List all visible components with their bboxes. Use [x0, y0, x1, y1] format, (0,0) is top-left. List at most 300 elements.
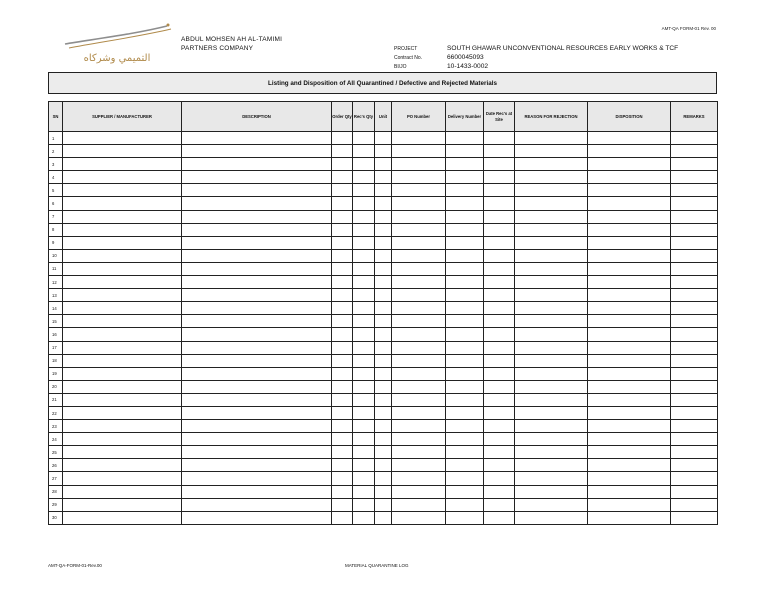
table-cell[interactable]	[375, 472, 392, 485]
table-cell[interactable]	[375, 158, 392, 171]
table-cell[interactable]	[392, 262, 446, 275]
table-cell[interactable]	[375, 184, 392, 197]
table-cell[interactable]	[63, 276, 182, 289]
table-cell[interactable]	[484, 485, 515, 498]
table-cell[interactable]	[63, 223, 182, 236]
table-cell[interactable]	[63, 498, 182, 511]
table-cell[interactable]	[671, 341, 718, 354]
table-cell[interactable]	[446, 158, 484, 171]
table-cell[interactable]	[484, 249, 515, 262]
table-cell[interactable]	[671, 446, 718, 459]
table-cell[interactable]	[671, 406, 718, 419]
table-cell[interactable]	[392, 158, 446, 171]
table-cell[interactable]	[182, 511, 332, 524]
table-cell[interactable]	[588, 393, 671, 406]
table-cell[interactable]	[446, 367, 484, 380]
table-cell[interactable]	[353, 328, 375, 341]
table-cell[interactable]	[182, 262, 332, 275]
table-cell[interactable]	[375, 459, 392, 472]
table-cell[interactable]	[446, 302, 484, 315]
table-cell[interactable]	[392, 380, 446, 393]
table-cell[interactable]	[484, 132, 515, 145]
table-cell[interactable]	[63, 393, 182, 406]
table-cell[interactable]	[392, 472, 446, 485]
table-cell[interactable]	[515, 498, 588, 511]
table-cell[interactable]	[588, 380, 671, 393]
table-cell[interactable]	[182, 420, 332, 433]
table-cell[interactable]	[446, 485, 484, 498]
table-cell[interactable]	[484, 511, 515, 524]
table-cell[interactable]	[375, 171, 392, 184]
table-cell[interactable]	[671, 367, 718, 380]
table-cell[interactable]	[182, 184, 332, 197]
table-cell[interactable]	[182, 433, 332, 446]
table-cell[interactable]	[63, 367, 182, 380]
table-cell[interactable]	[588, 354, 671, 367]
table-cell[interactable]	[332, 171, 353, 184]
table-cell[interactable]	[671, 315, 718, 328]
table-cell[interactable]	[392, 485, 446, 498]
table-cell[interactable]	[353, 341, 375, 354]
table-cell[interactable]	[446, 210, 484, 223]
table-cell[interactable]	[671, 249, 718, 262]
table-cell[interactable]	[446, 145, 484, 158]
table-cell[interactable]	[353, 262, 375, 275]
table-cell[interactable]	[353, 132, 375, 145]
table-cell[interactable]	[353, 472, 375, 485]
table-cell[interactable]	[375, 511, 392, 524]
table-cell[interactable]	[375, 433, 392, 446]
table-cell[interactable]	[332, 158, 353, 171]
table-cell[interactable]	[588, 145, 671, 158]
table-cell[interactable]	[332, 380, 353, 393]
table-cell[interactable]	[332, 328, 353, 341]
table-cell[interactable]	[671, 393, 718, 406]
table-cell[interactable]	[182, 249, 332, 262]
table-cell[interactable]	[515, 406, 588, 419]
table-cell[interactable]	[332, 511, 353, 524]
table-cell[interactable]	[588, 511, 671, 524]
table-cell[interactable]	[446, 406, 484, 419]
table-cell[interactable]	[671, 276, 718, 289]
table-cell[interactable]	[446, 433, 484, 446]
table-cell[interactable]	[182, 236, 332, 249]
table-cell[interactable]	[446, 446, 484, 459]
table-cell[interactable]	[332, 341, 353, 354]
table-cell[interactable]	[588, 223, 671, 236]
table-cell[interactable]	[588, 498, 671, 511]
table-cell[interactable]	[332, 315, 353, 328]
table-cell[interactable]	[353, 485, 375, 498]
table-cell[interactable]	[484, 433, 515, 446]
table-cell[interactable]	[515, 302, 588, 315]
table-cell[interactable]	[375, 485, 392, 498]
table-cell[interactable]	[63, 433, 182, 446]
table-cell[interactable]	[671, 472, 718, 485]
table-cell[interactable]	[63, 184, 182, 197]
table-cell[interactable]	[392, 341, 446, 354]
table-cell[interactable]	[353, 302, 375, 315]
table-cell[interactable]	[484, 276, 515, 289]
table-cell[interactable]	[375, 420, 392, 433]
table-cell[interactable]	[515, 367, 588, 380]
table-cell[interactable]	[392, 249, 446, 262]
table-cell[interactable]	[375, 302, 392, 315]
table-cell[interactable]	[332, 184, 353, 197]
table-cell[interactable]	[375, 262, 392, 275]
table-cell[interactable]	[515, 485, 588, 498]
table-cell[interactable]	[392, 446, 446, 459]
table-cell[interactable]	[588, 171, 671, 184]
table-cell[interactable]	[515, 223, 588, 236]
table-cell[interactable]	[375, 354, 392, 367]
table-cell[interactable]	[392, 197, 446, 210]
table-cell[interactable]	[588, 446, 671, 459]
table-cell[interactable]	[182, 315, 332, 328]
table-cell[interactable]	[515, 354, 588, 367]
table-cell[interactable]	[353, 393, 375, 406]
table-cell[interactable]	[515, 184, 588, 197]
table-cell[interactable]	[63, 171, 182, 184]
table-cell[interactable]	[63, 302, 182, 315]
table-cell[interactable]	[182, 197, 332, 210]
table-cell[interactable]	[375, 341, 392, 354]
table-cell[interactable]	[446, 328, 484, 341]
table-cell[interactable]	[63, 315, 182, 328]
table-cell[interactable]	[392, 132, 446, 145]
table-cell[interactable]	[63, 511, 182, 524]
table-cell[interactable]	[484, 446, 515, 459]
table-cell[interactable]	[446, 315, 484, 328]
table-cell[interactable]	[353, 210, 375, 223]
table-cell[interactable]	[392, 328, 446, 341]
table-cell[interactable]	[63, 197, 182, 210]
table-cell[interactable]	[588, 367, 671, 380]
table-cell[interactable]	[182, 276, 332, 289]
table-cell[interactable]	[182, 472, 332, 485]
table-cell[interactable]	[392, 406, 446, 419]
table-cell[interactable]	[515, 249, 588, 262]
table-cell[interactable]	[375, 197, 392, 210]
table-cell[interactable]	[446, 341, 484, 354]
table-cell[interactable]	[484, 197, 515, 210]
table-cell[interactable]	[671, 210, 718, 223]
table-cell[interactable]	[353, 171, 375, 184]
table-cell[interactable]	[588, 341, 671, 354]
table-cell[interactable]	[63, 485, 182, 498]
table-cell[interactable]	[515, 171, 588, 184]
table-cell[interactable]	[182, 406, 332, 419]
table-cell[interactable]	[446, 197, 484, 210]
table-cell[interactable]	[588, 276, 671, 289]
table-cell[interactable]	[671, 459, 718, 472]
table-cell[interactable]	[375, 249, 392, 262]
table-cell[interactable]	[353, 446, 375, 459]
table-cell[interactable]	[63, 145, 182, 158]
table-cell[interactable]	[484, 328, 515, 341]
table-cell[interactable]	[484, 158, 515, 171]
table-cell[interactable]	[392, 498, 446, 511]
table-cell[interactable]	[182, 354, 332, 367]
table-cell[interactable]	[588, 315, 671, 328]
table-cell[interactable]	[588, 158, 671, 171]
table-cell[interactable]	[588, 210, 671, 223]
table-cell[interactable]	[515, 472, 588, 485]
table-cell[interactable]	[671, 236, 718, 249]
table-cell[interactable]	[182, 145, 332, 158]
table-cell[interactable]	[588, 485, 671, 498]
table-cell[interactable]	[484, 223, 515, 236]
table-cell[interactable]	[392, 223, 446, 236]
table-cell[interactable]	[446, 184, 484, 197]
table-cell[interactable]	[392, 459, 446, 472]
table-cell[interactable]	[182, 459, 332, 472]
table-cell[interactable]	[588, 197, 671, 210]
table-cell[interactable]	[515, 132, 588, 145]
table-cell[interactable]	[375, 367, 392, 380]
table-cell[interactable]	[182, 446, 332, 459]
table-cell[interactable]	[484, 315, 515, 328]
table-cell[interactable]	[332, 433, 353, 446]
table-cell[interactable]	[392, 433, 446, 446]
table-cell[interactable]	[332, 302, 353, 315]
table-cell[interactable]	[63, 420, 182, 433]
table-cell[interactable]	[332, 236, 353, 249]
table-cell[interactable]	[484, 210, 515, 223]
table-cell[interactable]	[353, 380, 375, 393]
table-cell[interactable]	[484, 380, 515, 393]
table-cell[interactable]	[484, 262, 515, 275]
table-cell[interactable]	[332, 354, 353, 367]
table-cell[interactable]	[182, 171, 332, 184]
table-cell[interactable]	[375, 380, 392, 393]
table-cell[interactable]	[484, 289, 515, 302]
table-cell[interactable]	[332, 276, 353, 289]
table-cell[interactable]	[588, 472, 671, 485]
table-cell[interactable]	[588, 262, 671, 275]
table-cell[interactable]	[63, 354, 182, 367]
table-cell[interactable]	[332, 289, 353, 302]
table-cell[interactable]	[515, 393, 588, 406]
table-cell[interactable]	[353, 249, 375, 262]
table-cell[interactable]	[515, 276, 588, 289]
table-cell[interactable]	[182, 341, 332, 354]
table-cell[interactable]	[671, 171, 718, 184]
table-cell[interactable]	[353, 236, 375, 249]
table-cell[interactable]	[392, 511, 446, 524]
table-cell[interactable]	[515, 315, 588, 328]
table-cell[interactable]	[588, 236, 671, 249]
table-cell[interactable]	[332, 498, 353, 511]
table-cell[interactable]	[484, 341, 515, 354]
table-cell[interactable]	[375, 236, 392, 249]
table-cell[interactable]	[671, 289, 718, 302]
table-cell[interactable]	[588, 328, 671, 341]
table-cell[interactable]	[515, 236, 588, 249]
table-cell[interactable]	[392, 315, 446, 328]
table-cell[interactable]	[515, 197, 588, 210]
table-cell[interactable]	[182, 210, 332, 223]
table-cell[interactable]	[332, 367, 353, 380]
table-cell[interactable]	[446, 420, 484, 433]
table-cell[interactable]	[446, 498, 484, 511]
table-cell[interactable]	[446, 511, 484, 524]
table-cell[interactable]	[484, 393, 515, 406]
table-cell[interactable]	[671, 132, 718, 145]
table-cell[interactable]	[671, 223, 718, 236]
table-cell[interactable]	[375, 446, 392, 459]
table-cell[interactable]	[182, 485, 332, 498]
table-cell[interactable]	[484, 302, 515, 315]
table-cell[interactable]	[63, 289, 182, 302]
table-cell[interactable]	[515, 158, 588, 171]
table-cell[interactable]	[63, 158, 182, 171]
table-cell[interactable]	[392, 184, 446, 197]
table-cell[interactable]	[515, 511, 588, 524]
table-cell[interactable]	[182, 302, 332, 315]
table-cell[interactable]	[332, 459, 353, 472]
table-cell[interactable]	[182, 158, 332, 171]
table-cell[interactable]	[515, 380, 588, 393]
table-cell[interactable]	[332, 197, 353, 210]
table-cell[interactable]	[484, 406, 515, 419]
table-cell[interactable]	[671, 433, 718, 446]
table-cell[interactable]	[671, 420, 718, 433]
table-cell[interactable]	[484, 354, 515, 367]
table-cell[interactable]	[353, 197, 375, 210]
table-cell[interactable]	[484, 420, 515, 433]
table-cell[interactable]	[671, 354, 718, 367]
table-cell[interactable]	[588, 433, 671, 446]
table-cell[interactable]	[392, 393, 446, 406]
table-cell[interactable]	[63, 446, 182, 459]
table-cell[interactable]	[671, 145, 718, 158]
table-cell[interactable]	[353, 158, 375, 171]
table-cell[interactable]	[515, 145, 588, 158]
table-cell[interactable]	[671, 262, 718, 275]
table-cell[interactable]	[484, 367, 515, 380]
table-cell[interactable]	[484, 498, 515, 511]
table-cell[interactable]	[375, 145, 392, 158]
table-cell[interactable]	[353, 184, 375, 197]
table-cell[interactable]	[63, 262, 182, 275]
table-cell[interactable]	[515, 459, 588, 472]
table-cell[interactable]	[63, 472, 182, 485]
table-cell[interactable]	[353, 223, 375, 236]
table-cell[interactable]	[484, 171, 515, 184]
table-cell[interactable]	[671, 158, 718, 171]
table-cell[interactable]	[182, 380, 332, 393]
table-cell[interactable]	[392, 171, 446, 184]
table-cell[interactable]	[515, 341, 588, 354]
table-cell[interactable]	[375, 223, 392, 236]
table-cell[interactable]	[353, 433, 375, 446]
table-cell[interactable]	[588, 406, 671, 419]
table-cell[interactable]	[375, 289, 392, 302]
table-cell[interactable]	[392, 354, 446, 367]
table-cell[interactable]	[588, 289, 671, 302]
table-cell[interactable]	[375, 498, 392, 511]
table-cell[interactable]	[392, 210, 446, 223]
table-cell[interactable]	[63, 341, 182, 354]
table-cell[interactable]	[353, 367, 375, 380]
table-cell[interactable]	[392, 289, 446, 302]
table-cell[interactable]	[671, 498, 718, 511]
table-cell[interactable]	[515, 262, 588, 275]
table-cell[interactable]	[671, 511, 718, 524]
table-cell[interactable]	[353, 420, 375, 433]
table-cell[interactable]	[332, 406, 353, 419]
table-cell[interactable]	[446, 289, 484, 302]
table-cell[interactable]	[332, 249, 353, 262]
table-cell[interactable]	[332, 393, 353, 406]
table-cell[interactable]	[353, 315, 375, 328]
table-cell[interactable]	[353, 145, 375, 158]
table-cell[interactable]	[446, 262, 484, 275]
table-cell[interactable]	[332, 420, 353, 433]
table-cell[interactable]	[671, 380, 718, 393]
table-cell[interactable]	[671, 328, 718, 341]
table-cell[interactable]	[671, 197, 718, 210]
table-cell[interactable]	[332, 210, 353, 223]
table-cell[interactable]	[446, 223, 484, 236]
table-cell[interactable]	[392, 236, 446, 249]
table-cell[interactable]	[446, 393, 484, 406]
table-cell[interactable]	[588, 132, 671, 145]
table-cell[interactable]	[182, 289, 332, 302]
table-cell[interactable]	[392, 420, 446, 433]
table-cell[interactable]	[446, 354, 484, 367]
table-cell[interactable]	[353, 289, 375, 302]
table-cell[interactable]	[63, 459, 182, 472]
table-cell[interactable]	[375, 406, 392, 419]
table-cell[interactable]	[515, 289, 588, 302]
table-cell[interactable]	[392, 367, 446, 380]
table-cell[interactable]	[375, 276, 392, 289]
table-cell[interactable]	[63, 380, 182, 393]
table-cell[interactable]	[446, 380, 484, 393]
table-cell[interactable]	[182, 367, 332, 380]
table-cell[interactable]	[63, 406, 182, 419]
table-cell[interactable]	[375, 393, 392, 406]
table-cell[interactable]	[484, 472, 515, 485]
table-cell[interactable]	[332, 446, 353, 459]
table-cell[interactable]	[182, 132, 332, 145]
table-cell[interactable]	[515, 420, 588, 433]
table-cell[interactable]	[392, 276, 446, 289]
table-cell[interactable]	[182, 498, 332, 511]
table-cell[interactable]	[484, 459, 515, 472]
table-cell[interactable]	[446, 249, 484, 262]
table-cell[interactable]	[446, 459, 484, 472]
table-cell[interactable]	[392, 302, 446, 315]
table-cell[interactable]	[375, 315, 392, 328]
table-cell[interactable]	[484, 236, 515, 249]
table-cell[interactable]	[332, 223, 353, 236]
table-cell[interactable]	[332, 145, 353, 158]
table-cell[interactable]	[484, 145, 515, 158]
table-cell[interactable]	[588, 459, 671, 472]
table-cell[interactable]	[353, 406, 375, 419]
table-cell[interactable]	[671, 184, 718, 197]
table-cell[interactable]	[446, 472, 484, 485]
table-cell[interactable]	[588, 302, 671, 315]
table-cell[interactable]	[182, 223, 332, 236]
table-cell[interactable]	[515, 433, 588, 446]
table-cell[interactable]	[353, 276, 375, 289]
table-cell[interactable]	[515, 446, 588, 459]
table-cell[interactable]	[63, 210, 182, 223]
